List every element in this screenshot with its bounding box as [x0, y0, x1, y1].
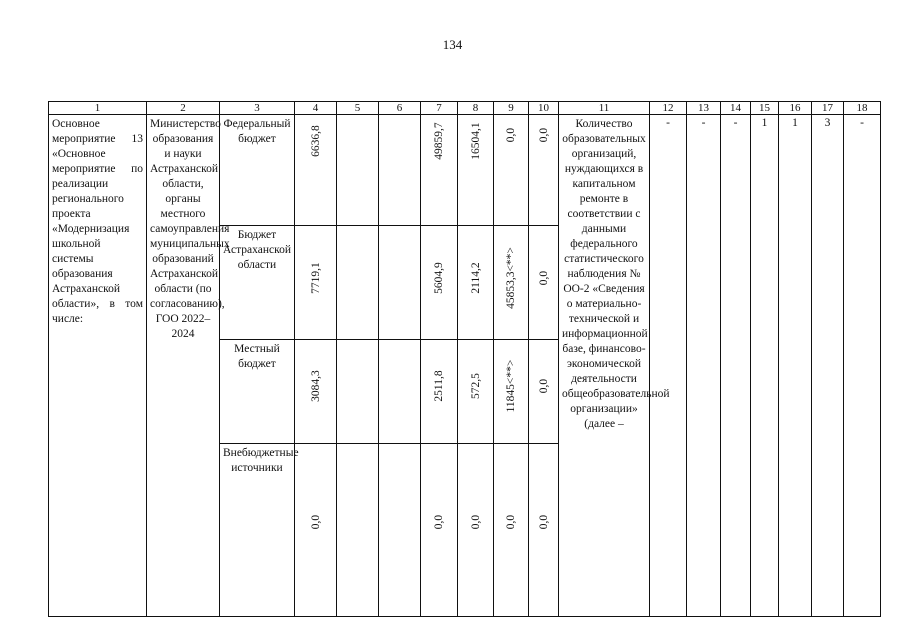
value-cell [337, 225, 379, 340]
value-c8: 2114,2 [469, 261, 482, 294]
value-cell [458, 115, 494, 226]
table-row [49, 115, 881, 226]
target-cell [751, 115, 779, 617]
target-c12: - [666, 117, 670, 129]
value-c8: 572,5 [469, 373, 482, 400]
target-c18: - [860, 117, 864, 129]
source-cell [220, 225, 295, 340]
target-c16: 1 [792, 117, 798, 129]
col-header: 3 [220, 102, 295, 115]
col-header: 10 [529, 102, 559, 115]
value-cell [337, 340, 379, 444]
value-cell [379, 340, 421, 444]
col-header: 1 [49, 102, 147, 115]
value-cell [337, 444, 379, 617]
target-cell [844, 115, 881, 617]
value-cell [421, 340, 458, 444]
value-cell [421, 115, 458, 226]
value-cell [494, 115, 529, 226]
value-cell [494, 444, 529, 617]
value-c4: 7719,1 [309, 261, 322, 294]
value-c10: 0,0 [537, 515, 550, 530]
value-cell [458, 340, 494, 444]
header-row [49, 102, 881, 115]
value-c9: 0,0 [505, 127, 517, 143]
col-header: 2 [147, 102, 220, 115]
value-cell [458, 444, 494, 617]
value-c4: 6636,8 [309, 125, 322, 157]
value-c10: 0,0 [537, 379, 550, 394]
value-cell [379, 115, 421, 226]
target-c15: 1 [761, 117, 768, 129]
value-c9: 0,0 [505, 515, 517, 530]
value-c8: 0,0 [469, 515, 482, 530]
source-cell [220, 340, 295, 444]
value-cell [295, 115, 337, 226]
value-cell [295, 225, 337, 340]
col-header: 12 [650, 102, 687, 115]
source-label: Местный бюджет [234, 343, 280, 371]
value-cell [379, 225, 421, 340]
target-c13: - [701, 117, 706, 129]
value-c7: 0,0 [433, 515, 445, 530]
col-header: 14 [721, 102, 751, 115]
source-label: Федеральный бюджет [223, 118, 291, 145]
value-cell [421, 225, 458, 340]
value-cell [421, 444, 458, 617]
value-cell [379, 444, 421, 617]
value-cell [529, 225, 559, 340]
value-c4: 3084,3 [309, 370, 322, 403]
activity-text: Основное мероприятие 13 «Основное мероприятие по реализации регионального проекта «Модернизация школьной системы образования Астраханской области», в том числе: [52, 118, 143, 325]
target-cell [687, 115, 721, 617]
col-header: 13 [687, 102, 721, 115]
activity-cell [49, 115, 147, 617]
target-cell [779, 115, 812, 617]
value-cell [337, 115, 379, 226]
value-c10: 0,0 [537, 270, 550, 285]
value-c9: 45853,3<**> [505, 246, 517, 309]
value-cell [295, 444, 337, 617]
col-header: 16 [779, 102, 812, 115]
value-c8: 16504,1 [469, 122, 482, 160]
value-cell [494, 225, 529, 340]
col-header: 5 [337, 102, 379, 115]
value-c7: 5604,9 [433, 261, 445, 294]
target-c17: 3 [824, 117, 831, 129]
target-cell [721, 115, 751, 617]
value-cell [529, 115, 559, 226]
value-c9: 11845<**> [505, 359, 517, 413]
col-header: 18 [844, 102, 881, 115]
col-header: 4 [295, 102, 337, 115]
col-header: 11 [559, 102, 650, 115]
value-c10: 0,0 [537, 127, 550, 143]
value-c7: 49859,7 [433, 122, 445, 160]
col-header: 17 [812, 102, 844, 115]
indicator-cell [559, 115, 670, 617]
target-cell [650, 115, 687, 617]
executor-cell [147, 115, 230, 617]
source-label: Бюджет Астраханской области [223, 228, 292, 271]
value-c4: 0,0 [309, 515, 322, 530]
col-header: 6 [379, 102, 421, 115]
executor-text: Министерство образования и науки Астраханской области, органы местного самоуправления муниципальных образований Астраханской области (по согласованию), ГОО 2022–2024 [150, 118, 230, 340]
source-cell [220, 444, 299, 617]
col-header: 9 [494, 102, 529, 115]
value-cell [458, 225, 494, 340]
indicator-text: Количество образовательных организаций, нуждающихся в капитальном ремонте в соответствии с данными федерального статистического наблюдения № ОО-2 «Сведения о материально-технической и информационной базе, финансово-экономической деятельности общеобразовательной организации» (далее – [562, 118, 670, 430]
col-header: 7 [421, 102, 458, 115]
value-cell [529, 444, 559, 617]
value-cell [494, 340, 529, 444]
value-c7: 2511,8 [433, 370, 445, 402]
value-cell [529, 340, 559, 444]
value-cell [295, 340, 337, 444]
program-table [48, 101, 881, 617]
target-cell [812, 115, 844, 617]
source-label: Внебюджетные источники [223, 447, 299, 475]
col-header: 8 [458, 102, 494, 115]
col-header: 15 [751, 102, 779, 115]
page-number: 134 [442, 37, 463, 52]
source-cell [220, 115, 295, 226]
target-c14: - [733, 117, 738, 129]
